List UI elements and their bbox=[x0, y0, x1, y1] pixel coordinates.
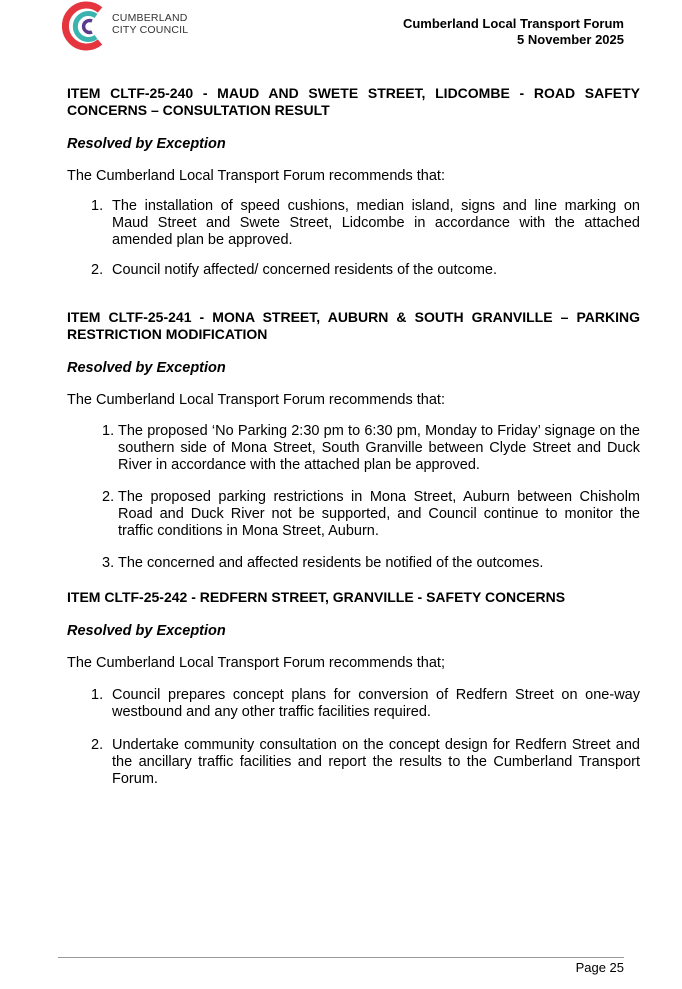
logo-text-line2: CITY COUNCIL bbox=[112, 24, 189, 36]
forum-name: Cumberland Local Transport Forum bbox=[402, 16, 624, 31]
item-title: ITEM CLTF-25-240 - MAUD AND SWETE STREET, LIDCOMBE - ROAD SAFETY CONCERNS – CONSULTATION RESULT bbox=[67, 85, 640, 118]
list-number: 3. bbox=[102, 555, 115, 571]
recommendation-intro: The Cumberland Local Transport Forum recommends that; bbox=[67, 655, 445, 671]
recommendation-list bbox=[67, 687, 640, 788]
logo-text-line1: CUMBERLAND bbox=[112, 12, 188, 24]
list-number: 1. bbox=[91, 687, 104, 703]
resolution-status: Resolved by Exception bbox=[67, 360, 226, 376]
council-logo-icon bbox=[62, 0, 110, 54]
list-number: 1. bbox=[91, 198, 104, 214]
resolution-status: Resolved by Exception bbox=[67, 623, 226, 639]
recommendation-intro: The Cumberland Local Transport Forum recommends that: bbox=[67, 392, 445, 408]
list-number: 2. bbox=[91, 262, 104, 278]
list-number: 1. bbox=[102, 423, 115, 439]
agenda-item-242 bbox=[67, 589, 640, 788]
list-item bbox=[67, 423, 640, 474]
list-text: Council notify affected/ concerned residents of the outcome. bbox=[112, 262, 498, 278]
agenda-item-240 bbox=[67, 85, 640, 279]
item-title: ITEM CLTF-25-242 - REDFERN STREET, GRANVILLE - SAFETY CONCERNS bbox=[67, 589, 566, 605]
list-item bbox=[67, 555, 640, 572]
list-text: The installation of speed cushions, median island, signs and line marking on Maud Street and Swete Street, Lidcombe in accordance with the attached amended plan be approved. bbox=[112, 198, 640, 248]
agenda-item-241 bbox=[67, 309, 640, 572]
list-number: 2. bbox=[102, 489, 115, 505]
list-item bbox=[67, 262, 640, 279]
minutes-content bbox=[67, 85, 640, 801]
footer-divider bbox=[58, 957, 624, 958]
list-item bbox=[67, 198, 640, 249]
item-title: ITEM CLTF-25-241 - MONA STREET, AUBURN & SOUTH GRANVILLE – PARKING RESTRICTION MODIFICATION bbox=[67, 309, 640, 342]
list-text: The concerned and affected residents be notified of the outcomes. bbox=[118, 555, 544, 571]
meeting-date: 5 November 2025 bbox=[517, 32, 624, 47]
list-text: Council prepares concept plans for conversion of Redfern Street on one-way westbound and any other traffic facilities required. bbox=[112, 687, 640, 720]
list-number: 2. bbox=[91, 737, 104, 753]
list-item bbox=[67, 489, 640, 540]
cumberland-city-council-logo bbox=[62, 0, 222, 54]
document-header bbox=[403, 16, 624, 48]
list-item bbox=[67, 687, 640, 721]
recommendation-intro: The Cumberland Local Transport Forum recommends that: bbox=[67, 168, 445, 184]
page-number: Page 25 bbox=[575, 960, 624, 975]
list-text: The proposed parking restrictions in Mona Street, Auburn between Chisholm Road and Duck River not be supported, and Council continue to monitor the traffic conditions in Mona Street, Auburn. bbox=[118, 489, 640, 539]
list-text: The proposed ‘No Parking 2:30 pm to 6:30 pm, Monday to Friday’ signage on the southern side of Mona Street, South Granville between Clyde Street and Duck River in accordance with the attached plan be approved. bbox=[118, 423, 640, 473]
resolution-status: Resolved by Exception bbox=[67, 136, 226, 152]
list-item bbox=[67, 737, 640, 788]
list-text: Undertake community consultation on the concept design for Redfern Street and the ancillary traffic facilities and report the results to the Cumberland Transport Forum. bbox=[112, 737, 640, 787]
recommendation-list bbox=[67, 198, 640, 279]
recommendation-list bbox=[67, 423, 640, 572]
